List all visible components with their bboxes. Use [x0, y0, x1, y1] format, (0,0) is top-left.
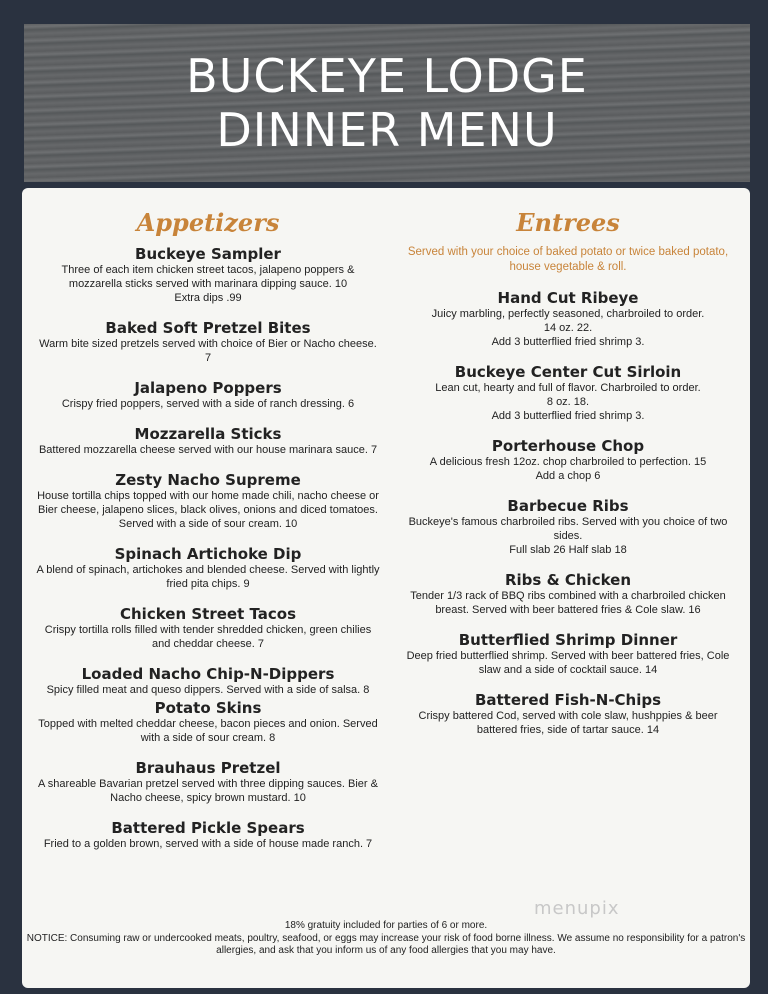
item-price: 8 oz. 18. — [546, 396, 590, 408]
menu-item — [400, 691, 736, 737]
item-name: Battered Fish-N-Chips — [474, 691, 662, 709]
item-price: 14 oz. 22. — [543, 322, 593, 334]
item-name: Zesty Nacho Supreme — [115, 471, 301, 489]
item-name: Buckeye Center Cut Sirloin — [454, 363, 682, 381]
menu-item — [36, 471, 380, 531]
item-name: Loaded Nacho Chip-N-Dippers — [81, 665, 335, 683]
entrees-column — [400, 208, 736, 751]
menu-item — [400, 437, 736, 483]
menu-item — [36, 699, 380, 745]
item-desc: Warm bite sized pretzels served with choice of Bier or Nacho cheese. 7 — [39, 338, 377, 364]
item-desc: Crispy tortilla rolls filled with tender shredded chicken, green chilies and cheddar cheese. 7 — [44, 624, 372, 650]
item-addon: Add a chop 6 — [535, 470, 601, 482]
item-desc: Battered mozzarella cheese served with our house marinara sauce. 7 — [38, 444, 378, 456]
menu-item — [36, 379, 380, 411]
item-desc: A delicious fresh 12oz. chop charbroiled to perfection. 15 — [429, 456, 707, 468]
item-name: Potato Skins — [154, 699, 262, 717]
item-desc: Juicy marbling, perfectly seasoned, charbroiled to order. — [431, 308, 705, 320]
menu-item — [36, 545, 380, 591]
menu-item — [400, 363, 736, 423]
item-desc: Crispy fried poppers, served with a side of ranch dressing. 6 — [61, 398, 355, 410]
menu-item — [36, 819, 380, 851]
menu-paper — [22, 188, 750, 988]
appetizers-title: Appetizers — [136, 208, 280, 237]
item-desc: Crispy battered Cod, served with cole slaw, hushppies & beer battered fries, side of tartar sauce. 14 — [418, 710, 718, 736]
entrees-title: Entrees — [516, 208, 620, 237]
allergy-notice: NOTICE: Consuming raw or undercooked meats, poultry, seafood, or eggs may increase your risk of food borne illness. We assume no responsibility for a patron's allergies, and ask that you inform us of any food allergies that you may have. — [26, 932, 746, 956]
item-desc: House tortilla chips topped with our home made chili, nacho cheese or Bier cheese, jalapeno slices, black olives, onions and diced tomatoes. Served with a side of sour cream. 10 — [37, 490, 379, 530]
item-name: Brauhaus Pretzel — [135, 759, 281, 777]
item-desc: A blend of spinach, artichokes and blended cheese. Served with lightly fried pita chips. 9 — [36, 564, 380, 590]
item-name: Butterflied Shrimp Dinner — [458, 631, 678, 649]
menu-item — [36, 245, 380, 305]
item-name: Spinach Artichoke Dip — [114, 545, 302, 563]
item-name: Baked Soft Pretzel Bites — [105, 319, 311, 337]
menu-item — [400, 497, 736, 557]
menu-item — [400, 289, 736, 349]
item-name: Hand Cut Ribeye — [497, 289, 639, 307]
item-name: Buckeye Sampler — [135, 245, 281, 263]
item-desc: Buckeye's famous charbroiled ribs. Served with you choice of two sides. — [408, 516, 728, 542]
item-desc: Topped with melted cheddar cheese, bacon pieces and onion. Served with a side of sour cream. 8 — [38, 718, 378, 744]
watermark-logo: menupix — [534, 898, 620, 919]
item-desc: Spicy filled meat and queso dippers. Served with a side of salsa. 8 — [46, 684, 370, 696]
item-desc: Lean cut, hearty and full of flavor. Charbroiled to order. — [435, 382, 701, 394]
menu-title-line-1: BUCKEYE LODGE — [186, 49, 588, 103]
item-price: Full slab 26 Half slab 18 — [509, 544, 627, 556]
appetizers-column — [36, 208, 380, 865]
menu-item — [36, 319, 380, 365]
menu-item — [36, 425, 380, 457]
item-name: Barbecue Ribs — [507, 497, 629, 515]
item-name: Battered Pickle Spears — [111, 819, 305, 837]
item-desc: Tender 1/3 rack of BBQ ribs combined with a charbroiled chicken breast. Served with beer battered fries & Cole slaw. 16 — [410, 590, 726, 616]
entrees-note: Served with your choice of baked potato or twice baked potato, house vegetable & roll. — [407, 246, 729, 273]
menu-item — [400, 571, 736, 617]
menu-header — [24, 24, 750, 182]
menu-footer — [22, 920, 750, 958]
item-name: Jalapeno Poppers — [134, 379, 282, 397]
menu-item — [36, 759, 380, 805]
menu-item — [36, 605, 380, 651]
item-name: Porterhouse Chop — [491, 437, 645, 455]
item-addon: Add 3 butterflied fried shrimp 3. — [491, 336, 645, 348]
item-desc: Three of each item chicken street tacos, jalapeno poppers & mozzarella sticks served with marinara dipping sauce. 10 — [61, 264, 355, 290]
item-name: Ribs & Chicken — [504, 571, 632, 589]
item-name: Mozzarella Sticks — [134, 425, 282, 443]
menu-item — [400, 631, 736, 677]
item-desc: A shareable Bavarian pretzel served with three dipping sauces. Bier & Nacho cheese, spicy brown mustard. 10 — [38, 778, 378, 804]
item-addon: Add 3 butterflied fried shrimp 3. — [491, 410, 645, 422]
gratuity-note: 18% gratuity included for parties of 6 or more. — [284, 920, 488, 931]
menu-title-line-2: DINNER MENU — [216, 103, 558, 157]
item-extra: Extra dips .99 — [174, 292, 242, 304]
item-desc: Deep fried butterflied shrimp. Served with beer battered fries, Cole slaw and a side of cocktail sauce. 14 — [406, 650, 730, 676]
item-desc: Fried to a golden brown, served with a side of house made ranch. 7 — [43, 838, 373, 850]
menu-item — [36, 665, 380, 697]
item-name: Chicken Street Tacos — [119, 605, 297, 623]
